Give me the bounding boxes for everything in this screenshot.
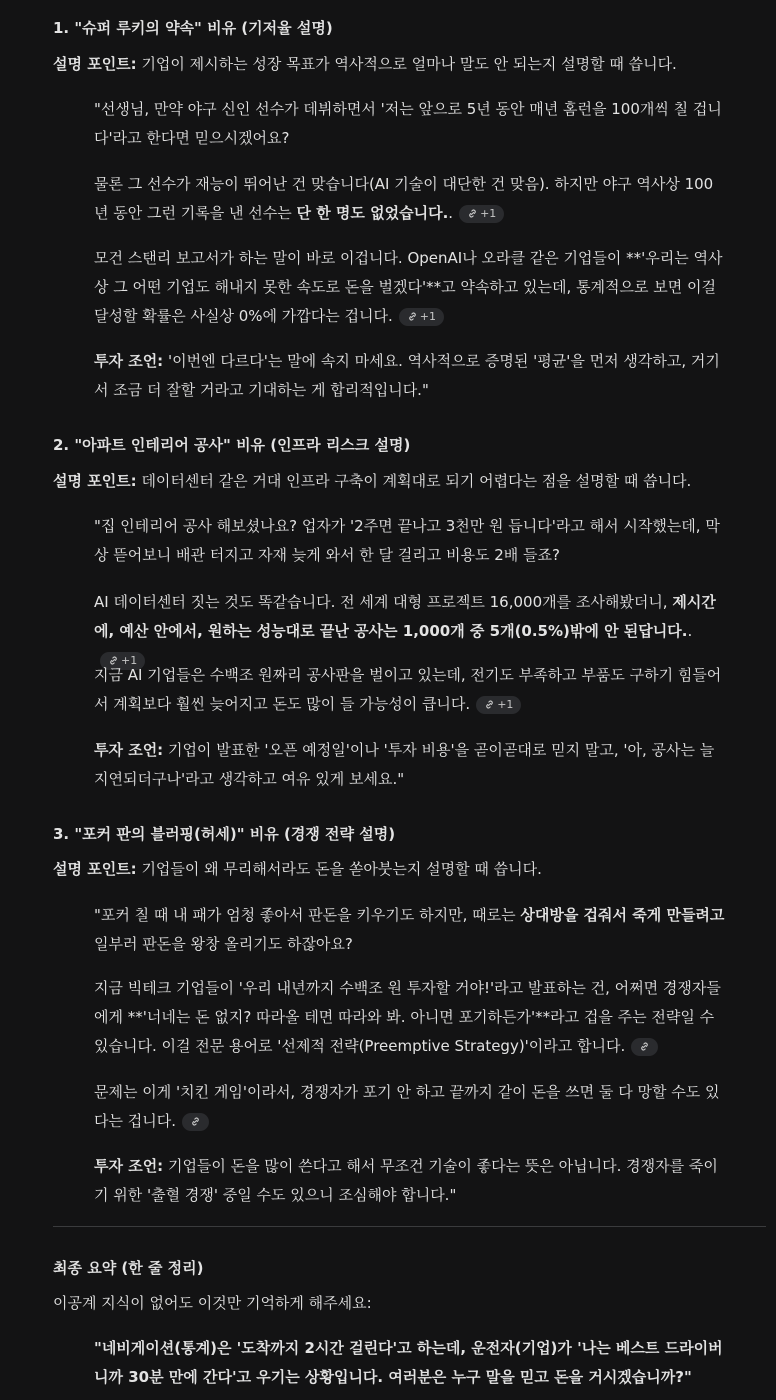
section3-paragraph-1: "포커 칠 때 내 패가 엄청 좋아서 판돈을 키우기도 하지만, 때로는 상대방을 겁줘서 죽게 만들려고 일부러 판돈을 왕창 올리기도 하잖아요?	[94, 906, 725, 953]
section2-advice: 투자 조언: 기업이 발표한 '오픈 예정일'이나 '투자 비용'을 곧이곧대로 믿지 말고, '아, 공사는 늘 지연되더구나'라고 생각하고 여유 있게 보세요."	[94, 741, 715, 788]
section2-point: 설명 포인트: 데이터센터 같은 거대 인프라 구축이 계획대로 되기 어렵다는 점을 설명할 때 씁니다.	[53, 472, 692, 490]
section3-paragraph-2: 지금 빅테크 기업들이 '우리 내년까지 수백조 원 투자할 거야!'라고 발표하는 건, 어쩌면 경쟁자들에게 **'너네는 돈 없지? 따라올 테면 따라와 봐. 아니면 포기하든가'**라고 겁을 주는 전략일 수 있습니다. 이걸 전문 용어로 '선제적 전략(Preemptive Strategy)'이라고 합니다.	[94, 979, 721, 1055]
citation-chip[interactable]	[631, 1038, 658, 1056]
section2-paragraph-3: 지금 AI 기업들은 수백조 원짜리 공사판을 벌이고 있는데, 전기도 부족하고 부품도 구하기 힘들어서 계획보다 훨씬 늦어지고 돈도 많이 들 가능성이 큽니다. +1	[94, 666, 722, 713]
divider	[53, 1226, 766, 1227]
section1-point: 설명 포인트: 기업이 제시하는 성장 목표가 역사적으로 얼마나 말도 안 되는지 설명할 때 씁니다.	[53, 55, 677, 73]
link-icon	[484, 699, 495, 710]
citation-chip[interactable]: +1	[459, 205, 504, 223]
link-icon	[407, 311, 418, 322]
section1-heading: 1. "슈퍼 루키의 약속" 비유 (기저율 설명)	[53, 19, 333, 37]
link-icon	[467, 208, 478, 219]
section1-paragraph-2: 물론 그 선수가 재능이 뛰어난 건 맞습니다(AI 기술이 대단한 건 맞음). 하지만 야구 역사상 100년 동안 그런 기록을 낸 선수는 단 한 명도 없었습니다.. +1	[94, 175, 714, 222]
section2-heading: 2. "아파트 인테리어 공사" 비유 (인프라 리스크 설명)	[53, 436, 411, 454]
section3-heading: 3. "포커 판의 블러핑(허세)" 비유 (경쟁 전략 설명)	[53, 825, 396, 843]
citation-chip[interactable]: +1	[399, 308, 444, 326]
link-icon	[639, 1041, 650, 1052]
section3-paragraph-3: 문제는 이게 '치킨 게임'이라서, 경쟁자가 포기 안 하고 끝까지 같이 돈을 쓰면 둘 다 망할 수도 있다는 겁니다.	[94, 1083, 720, 1130]
citation-chip[interactable]: +1	[100, 652, 145, 670]
section3-advice: 투자 조언: 기업들이 돈을 많이 쓴다고 해서 무조건 기술이 좋다는 뜻은 아닙니다. 경쟁자를 죽이기 위한 '출혈 경쟁' 중일 수도 있으니 조심해야 합니다."	[94, 1157, 718, 1204]
section3-point: 설명 포인트: 기업들이 왜 무리해서라도 돈을 쏟아붓는지 설명할 때 씁니다.	[53, 860, 542, 878]
section2-paragraph-1: "집 인테리어 공사 해보셨나요? 업자가 '2주면 끝나고 3천만 원 듭니다'라고 해서 시작했는데, 막상 뜯어보니 배관 터지고 자재 늦게 와서 한 달 걸리고 비용도 2배 들죠?	[94, 517, 720, 564]
section1-paragraph-3: 모건 스탠리 보고서가 하는 말이 바로 이겁니다. OpenAI나 오라클 같은 기업들이 **'우리는 역사상 그 어떤 기업도 해내지 못한 속도로 돈을 벌겠다'**고 약속하고 있는데, 통계적으로 보면 이걸 달성할 확률은 사실상 0%에 가깝다는 겁니다. +1	[94, 249, 723, 325]
section1-advice: 투자 조언: '이번엔 다르다'는 말에 속지 마세요. 역사적으로 증명된 '평균'을 먼저 생각하고, 거기서 조금 더 잘할 거라고 기대하는 게 합리적입니다."	[94, 352, 720, 399]
citation-chip[interactable]: +1	[476, 696, 521, 714]
summary-quote: "네비게이션(통계)은 '도착까지 2시간 걸린다'고 하는데, 운전자(기업)가 '나는 베스트 드라이버니까 30분 만에 간다'고 우기는 상황입니다. 여러분은 누구 말을 믿고 돈을 거시겠습니까?"	[94, 1339, 723, 1386]
section2-paragraph-2: AI 데이터센터 짓는 것도 똑같습니다. 전 세계 대형 프로젝트 16,000개를 조사해봤더니, 제시간에, 예산 안에서, 원하는 성능대로 끝난 공사는 1,000개 중 5개(0.5%)밖에 안 된답니다.. +1	[94, 588, 726, 675]
link-icon	[190, 1116, 201, 1127]
section1-paragraph-1: "선생님, 만약 야구 신인 선수가 데뷔하면서 '저는 앞으로 5년 동안 매년 홈런을 100개씩 칠 겁니다'라고 한다면 믿으시겠어요?	[94, 100, 722, 147]
summary-heading: 최종 요약 (한 줄 정리)	[53, 1259, 204, 1277]
point-label: 설명 포인트:	[53, 55, 137, 73]
citation-chip[interactable]	[182, 1113, 209, 1131]
summary-intro: 이공계 지식이 없어도 이것만 기억하게 해주세요:	[53, 1294, 372, 1312]
